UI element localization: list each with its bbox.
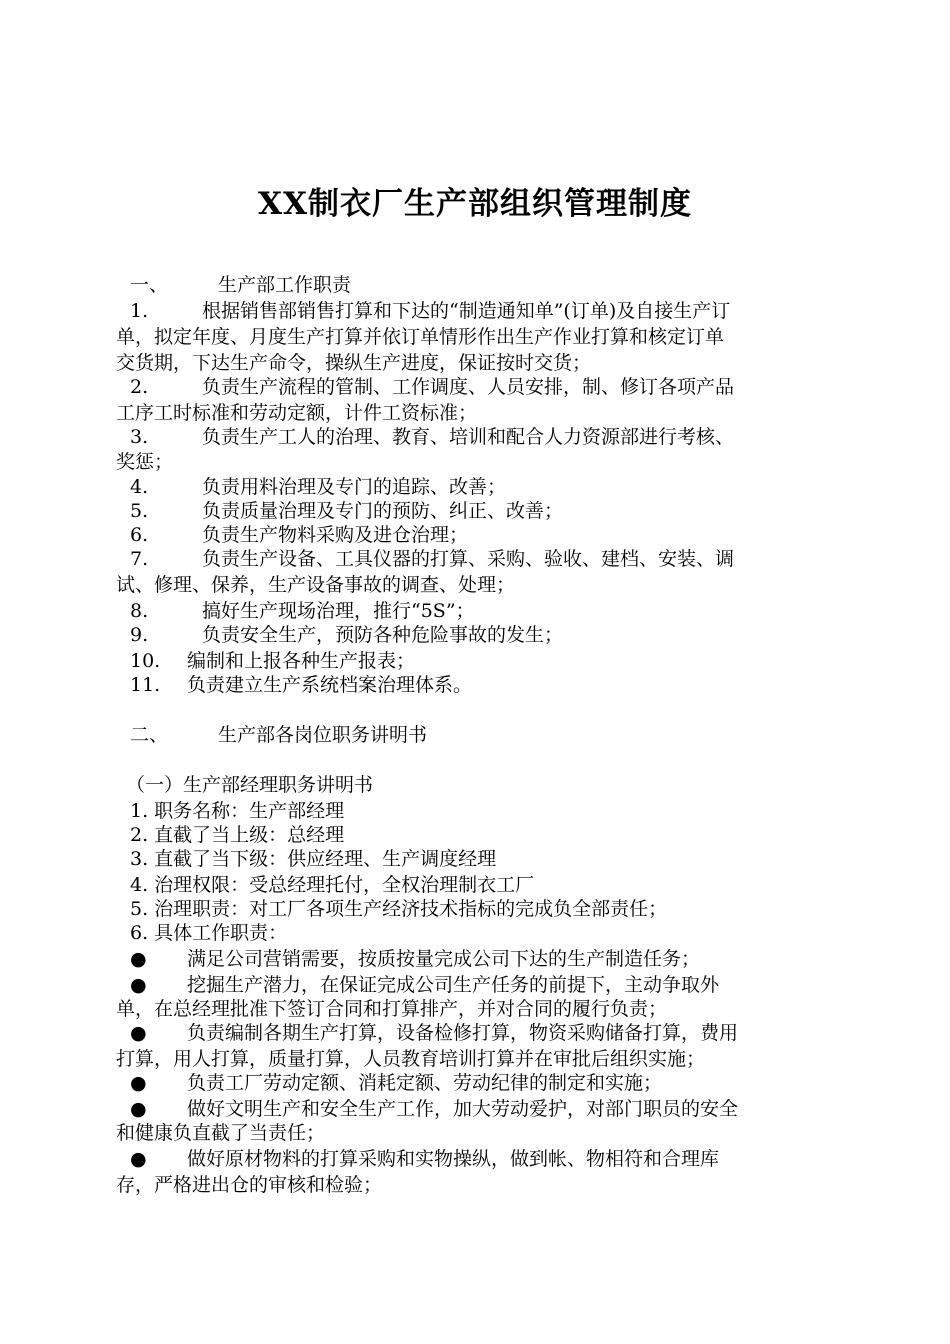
job-field: 4. 治理权限：受总经理托付，全权治理制衣工厂 — [130, 874, 535, 896]
duty-item-continuation: 试、修理、保养，生产设备事故的调查、处理； — [116, 574, 516, 596]
bullet-text: 负责编制各期生产打算，设备检修打算，物资采购储备打算，费用 — [187, 1022, 739, 1044]
bullet-item — [130, 1096, 738, 1122]
item-number: 6. — [130, 524, 149, 546]
job-field: 1. 职务名称：生产部经理 — [130, 800, 345, 822]
job-field: 3. 直截了当下级：供应经理、生产调度经理 — [130, 848, 497, 870]
bullet-item — [130, 1070, 662, 1096]
duty-item — [130, 374, 734, 400]
bullet-text: 做好原材物料的打算采购和实物操纵，做到帐、物相符和合理库 — [187, 1148, 720, 1170]
item-text: 负责生产设备、工具仪器的打算、采购、验收、建档、安装、调 — [202, 548, 735, 570]
bullet-text: 挖掘生产潜力，在保证完成公司生产任务的前提下，主动争取外 — [187, 974, 720, 996]
item-text: 负责生产物料采购及进仓治理； — [202, 524, 469, 546]
bullet-icon: ● — [130, 1098, 147, 1120]
item-number: 2. — [130, 376, 149, 398]
bullet-icon: ● — [130, 974, 147, 996]
duty-item — [130, 474, 506, 500]
section-title: 生产部工作职责 — [218, 274, 352, 296]
item-number: 5. — [130, 500, 149, 522]
section-number: 一、 — [130, 274, 169, 296]
item-text: 负责用料治理及专门的追踪、改善； — [202, 476, 507, 498]
bullet-continuation: 和健康负直截了当责任； — [116, 1122, 326, 1144]
bullet-continuation: 打算，用人打算，质量打算，人员教育培训打算并在审批后组织实施； — [116, 1048, 706, 1070]
item-text: 负责质量治理及专门的预防、纠正、改善； — [202, 500, 564, 522]
section-number: 二、 — [130, 724, 169, 746]
section-title: 生产部各岗位职务讲明书 — [218, 724, 428, 746]
item-text: 负责生产流程的管制、工作调度、人员安排，制、修订各项产品 — [202, 376, 735, 398]
bullet-item — [130, 946, 700, 972]
duty-item — [130, 498, 563, 524]
duty-item-continuation: 奖惩； — [116, 451, 174, 473]
item-text: 搞好生产现场治理，推行“5S”； — [202, 600, 475, 622]
item-number: 3. — [130, 426, 149, 448]
duty-item — [130, 546, 734, 572]
bullet-icon: ● — [130, 948, 147, 970]
item-number: 4. — [130, 476, 149, 498]
item-text: 编制和上报各种生产报表； — [187, 650, 416, 672]
bullet-continuation: 存，严格进出仓的审核和检验； — [116, 1174, 383, 1196]
duty-item — [130, 648, 415, 674]
bullet-text: 做好文明生产和安全生产工作，加大劳动爱护，对部门职员的安全 — [187, 1098, 739, 1120]
item-text: 负责生产工人的治理、教育、培训和配合人力资源部进行考核、 — [202, 426, 735, 448]
bullet-text: 满足公司营销需要，按质按量完成公司下达的生产制造任务； — [187, 948, 701, 970]
duty-item-continuation: 单，拟定年度、月度生产打算并依订单情形作出生产作业打算和核定订单 — [116, 326, 725, 348]
item-number: 10. — [130, 650, 161, 672]
bullet-item — [130, 1146, 719, 1172]
page-title: XX制衣厂生产部组织管理制度 — [257, 186, 693, 222]
item-text: 负责安全生产，预防各种危险事故的发生； — [202, 624, 564, 646]
item-number: 11. — [130, 674, 161, 696]
item-number: 8. — [130, 600, 149, 622]
section-heading — [130, 272, 351, 298]
subsection-heading: （一）生产部经理职务讲明书 — [126, 774, 374, 796]
duty-item — [130, 598, 475, 624]
job-field: 5. 治理职责：对工厂各项生产经济技术指标的完成负全部责任； — [130, 898, 668, 920]
bullet-icon: ● — [130, 1148, 147, 1170]
duty-item — [130, 622, 563, 648]
item-number: 9. — [130, 624, 149, 646]
bullet-item — [130, 972, 719, 998]
duty-item-continuation: 工序工时标准和劳动定额，计件工资标准； — [116, 402, 478, 424]
item-text: 根据销售部销售打算和下达的“制造通知单”(订单)及自接生产订 — [202, 300, 731, 322]
item-number: 7. — [130, 548, 149, 570]
section-heading — [130, 722, 427, 748]
bullet-item — [130, 1020, 738, 1046]
job-field: 2. 直截了当上级：总经理 — [130, 824, 345, 846]
bullet-icon: ● — [130, 1022, 147, 1044]
duty-item-continuation: 交货期，下达生产命令，操纵生产进度，保证按时交货； — [116, 352, 592, 374]
duty-item — [130, 424, 734, 450]
duty-item — [130, 298, 730, 324]
bullet-text: 负责工厂劳动定额、消耗定额、劳动纪律的制定和实施； — [187, 1072, 663, 1094]
bullet-icon: ● — [130, 1072, 147, 1094]
duty-item — [130, 522, 468, 548]
bullet-continuation: 单，在总经理批准下签订合同和打算排产，并对合同的履行负责； — [116, 998, 668, 1020]
duty-item — [130, 672, 472, 698]
item-text: 负责建立生产系统档案治理体系。 — [187, 674, 473, 696]
item-number: 1. — [130, 300, 149, 322]
job-field: 6. 具体工作职责： — [130, 922, 288, 944]
